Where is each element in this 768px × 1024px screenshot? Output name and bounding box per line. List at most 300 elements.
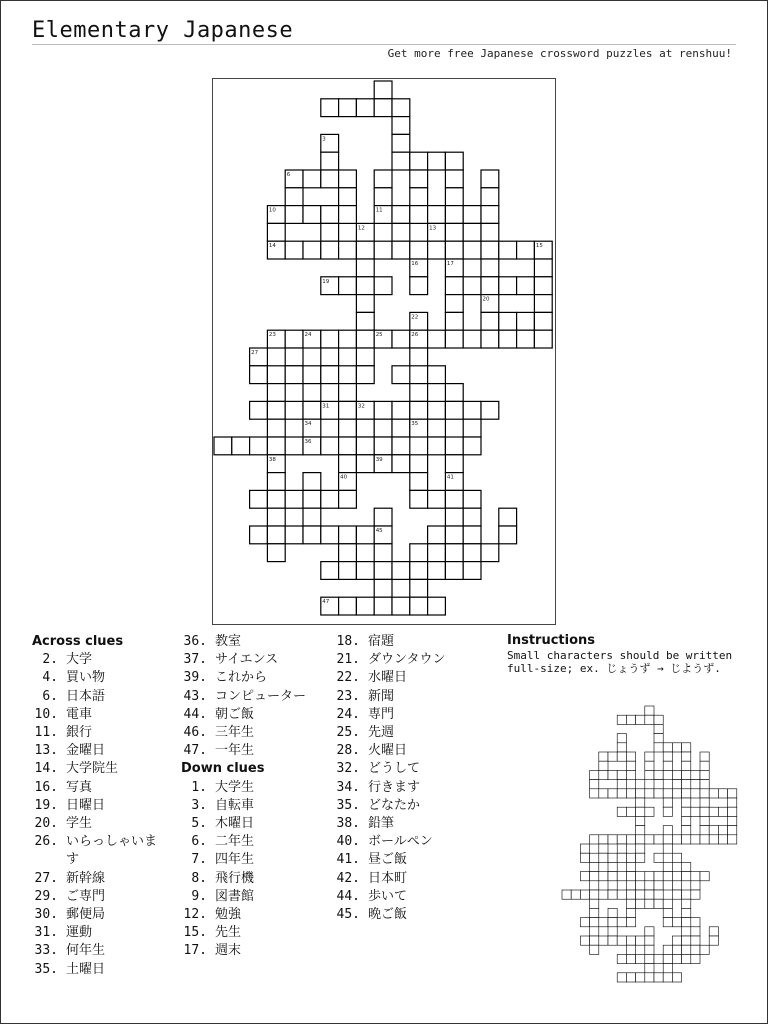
grid-cell[interactable] <box>374 241 392 259</box>
grid-cell[interactable] <box>499 526 517 544</box>
grid-cell[interactable] <box>428 241 446 259</box>
grid-cell[interactable] <box>250 437 268 455</box>
grid-cell <box>645 927 654 936</box>
grid-cell[interactable] <box>499 330 517 348</box>
clue-number: 7. <box>191 852 207 868</box>
grid-cell[interactable] <box>481 401 499 419</box>
grid-cell[interactable] <box>374 419 392 437</box>
grid-cell[interactable] <box>410 597 428 615</box>
grid-cell[interactable] <box>321 241 339 259</box>
grid-cell <box>617 715 626 724</box>
grid-cell[interactable] <box>445 455 463 473</box>
grid-cell[interactable] <box>463 526 481 544</box>
clue-item <box>32 961 182 979</box>
grid-cell[interactable] <box>463 419 481 437</box>
grid-cell[interactable] <box>445 330 463 348</box>
grid-cell[interactable] <box>356 277 374 295</box>
grid-cell[interactable] <box>321 99 339 117</box>
clue-number: 10. <box>34 706 58 722</box>
clue-number: 44. <box>336 888 360 904</box>
grid-cell[interactable] <box>285 206 303 224</box>
clue-text: 大学 <box>66 652 93 668</box>
grid-cell[interactable] <box>356 312 374 330</box>
grid-cell[interactable] <box>267 366 285 384</box>
grid-cell[interactable] <box>445 562 463 580</box>
grid-cell[interactable] <box>285 330 303 348</box>
grid-cell[interactable] <box>321 170 339 188</box>
grid-cell[interactable] <box>481 188 499 206</box>
grid-cell[interactable] <box>339 384 357 402</box>
grid-cell <box>718 807 727 816</box>
grid-cell[interactable] <box>481 312 499 330</box>
grid-cell[interactable] <box>392 223 410 241</box>
grid-cell[interactable] <box>321 330 339 348</box>
grid-cell[interactable] <box>339 366 357 384</box>
grid-cell[interactable] <box>321 366 339 384</box>
grid-cell[interactable] <box>374 277 392 295</box>
grid-cell[interactable] <box>356 366 374 384</box>
grid-cell[interactable] <box>463 330 481 348</box>
grid-cell[interactable] <box>534 259 552 277</box>
grid-cell[interactable] <box>534 330 552 348</box>
grid-cell[interactable] <box>303 170 321 188</box>
grid-cell[interactable] <box>356 348 374 366</box>
grid-cell[interactable] <box>392 597 410 615</box>
grid-cell[interactable] <box>374 562 392 580</box>
clue-text: 水曜日 <box>368 670 408 686</box>
grid-cell[interactable] <box>463 206 481 224</box>
grid-cell[interactable] <box>517 330 535 348</box>
grid-cell <box>663 881 672 890</box>
clue-text: 自転車 <box>215 797 255 813</box>
grid-cell[interactable] <box>392 117 410 135</box>
grid-cell <box>626 752 635 761</box>
grid-cell[interactable] <box>517 277 535 295</box>
grid-cell[interactable] <box>374 597 392 615</box>
grid-cell <box>617 743 626 752</box>
clue-number: 25. <box>336 725 360 741</box>
grid-cell[interactable] <box>374 579 392 597</box>
clue-number: 14. <box>34 761 58 777</box>
grid-cell[interactable] <box>321 562 339 580</box>
clue-number: 2. <box>42 652 58 668</box>
grid-cell[interactable] <box>339 419 357 437</box>
grid-cell[interactable] <box>303 366 321 384</box>
grid-cell[interactable] <box>339 99 357 117</box>
grid-cell[interactable] <box>303 241 321 259</box>
grid-cell[interactable] <box>374 544 392 562</box>
grid-cell <box>590 853 599 862</box>
grid-cell[interactable] <box>463 277 481 295</box>
grid-cell[interactable] <box>339 330 357 348</box>
grid-cell[interactable] <box>374 81 392 99</box>
grid-cell <box>636 890 645 899</box>
clue-text: 教室 <box>215 634 242 649</box>
grid-cell[interactable] <box>339 170 357 188</box>
grid-cell[interactable] <box>463 490 481 508</box>
grid-cell <box>608 770 617 779</box>
clue-number: 8. <box>191 870 207 886</box>
grid-cell[interactable] <box>356 455 374 473</box>
grid-cell[interactable] <box>410 348 428 366</box>
grid-cell[interactable] <box>285 366 303 384</box>
grid-cell[interactable] <box>481 241 499 259</box>
clue-number: 28. <box>336 743 360 759</box>
grid-cell <box>645 807 654 816</box>
grid-cell[interactable] <box>267 508 285 526</box>
grid-cell[interactable] <box>356 99 374 117</box>
grid-cell <box>626 973 635 982</box>
grid-cell[interactable] <box>445 508 463 526</box>
grid-cell <box>617 853 626 862</box>
grid-cell[interactable] <box>339 241 357 259</box>
down-clue-list-a <box>181 779 331 961</box>
grid-cell[interactable] <box>285 241 303 259</box>
grid-cell[interactable] <box>267 544 285 562</box>
grid-cell[interactable] <box>410 241 428 259</box>
grid-cell[interactable] <box>303 401 321 419</box>
grid-cell <box>599 890 608 899</box>
grid-cell[interactable] <box>428 544 446 562</box>
grid-cell[interactable] <box>445 206 463 224</box>
clue-number: 35. <box>336 797 360 813</box>
clue-item <box>32 706 182 724</box>
grid-cell[interactable] <box>339 437 357 455</box>
grid-cell[interactable] <box>356 419 374 437</box>
instructions-heading: Instructions <box>507 633 596 648</box>
clue-number: 12. <box>183 907 207 923</box>
grid-cell <box>663 770 672 779</box>
grid-cell <box>672 872 681 881</box>
grid-cell[interactable] <box>392 562 410 580</box>
grid-cell[interactable] <box>374 401 392 419</box>
grid-cell[interactable] <box>374 437 392 455</box>
grid-cell[interactable] <box>499 277 517 295</box>
clue-text: 土曜日 <box>66 961 106 977</box>
grid-cell <box>645 835 654 844</box>
grid-cell[interactable] <box>250 526 268 544</box>
grid-cell[interactable] <box>428 597 446 615</box>
grid-cell[interactable] <box>339 526 357 544</box>
clue-number: 1. <box>191 779 207 795</box>
grid-cell[interactable] <box>285 526 303 544</box>
clue-item <box>181 815 331 833</box>
grid-cell[interactable] <box>428 562 446 580</box>
clue-number: 27. <box>34 870 58 886</box>
grid-cell[interactable] <box>410 206 428 224</box>
grid-cell[interactable] <box>499 312 517 330</box>
grid-cell[interactable] <box>303 508 321 526</box>
grid-cell <box>709 789 718 798</box>
grid-cell[interactable] <box>356 526 374 544</box>
grid-cell[interactable] <box>392 366 410 384</box>
grid-cell[interactable] <box>339 490 357 508</box>
grid-cell <box>682 798 691 807</box>
grid-cell <box>682 927 691 936</box>
grid-cell <box>728 798 737 807</box>
clue-text: 大学院生 <box>66 761 119 777</box>
grid-cell[interactable] <box>410 455 428 473</box>
grid-cell[interactable] <box>534 277 552 295</box>
grid-cell <box>700 945 709 954</box>
grid-cell <box>654 890 663 899</box>
grid-cell[interactable] <box>517 241 535 259</box>
grid-cell <box>626 945 635 954</box>
clue-number: 37. <box>183 652 207 668</box>
grid-cell[interactable] <box>392 455 410 473</box>
grid-cell[interactable] <box>392 419 410 437</box>
grid-cell[interactable] <box>392 437 410 455</box>
grid-cell[interactable] <box>534 295 552 313</box>
clue-text: 何年生 <box>66 943 106 959</box>
grid-cell[interactable] <box>410 490 428 508</box>
grid-cell <box>599 936 608 945</box>
grid-cell[interactable] <box>428 206 446 224</box>
grid-cell <box>636 844 645 853</box>
grid-cell[interactable] <box>392 241 410 259</box>
grid-cell[interactable] <box>410 277 428 295</box>
grid-cell[interactable] <box>392 206 410 224</box>
grid-cell[interactable] <box>339 597 357 615</box>
grid-cell[interactable] <box>392 330 410 348</box>
grid-cell <box>718 826 727 835</box>
grid-cell[interactable] <box>321 490 339 508</box>
grid-cell[interactable] <box>410 544 428 562</box>
grid-cell[interactable] <box>214 437 232 455</box>
grid-cell <box>728 816 737 825</box>
grid-cell[interactable] <box>339 455 357 473</box>
grid-cell[interactable] <box>410 170 428 188</box>
clue-item <box>181 688 331 706</box>
grid-cell[interactable] <box>481 330 499 348</box>
grid-cell[interactable] <box>339 277 357 295</box>
grid-cell <box>580 918 589 927</box>
clue-number: 6. <box>191 834 207 850</box>
grid-cell <box>599 918 608 927</box>
grid-cell[interactable] <box>534 312 552 330</box>
grid-cell[interactable] <box>285 348 303 366</box>
grid-cell[interactable] <box>303 206 321 224</box>
grid-cell[interactable] <box>321 526 339 544</box>
grid-cell <box>700 780 709 789</box>
grid-cell <box>608 835 617 844</box>
grid-cell[interactable] <box>356 295 374 313</box>
grid-cell[interactable] <box>250 401 268 419</box>
grid-cell <box>663 807 672 816</box>
grid-cell[interactable] <box>374 508 392 526</box>
grid-cell[interactable] <box>481 206 499 224</box>
grid-cell <box>654 734 663 743</box>
grid-cell[interactable] <box>463 241 481 259</box>
grid-cell[interactable] <box>321 152 339 170</box>
grid-cell <box>626 872 635 881</box>
grid-cell[interactable] <box>267 473 285 491</box>
grid-cell[interactable] <box>339 544 357 562</box>
clue-item <box>181 924 331 942</box>
grid-cell[interactable] <box>321 206 339 224</box>
grid-cell[interactable] <box>267 437 285 455</box>
grid-cell <box>626 954 635 963</box>
grid-cell[interactable] <box>250 490 268 508</box>
grid-cell <box>728 789 737 798</box>
clue-item <box>32 779 182 797</box>
grid-cell[interactable] <box>445 490 463 508</box>
grid-cell <box>663 945 672 954</box>
grid-cell[interactable] <box>445 401 463 419</box>
grid-cell[interactable] <box>356 241 374 259</box>
grid-cell[interactable] <box>392 134 410 152</box>
grid-cell[interactable] <box>392 152 410 170</box>
grid-cell[interactable] <box>267 384 285 402</box>
grid-cell[interactable] <box>481 223 499 241</box>
grid-cell[interactable] <box>321 348 339 366</box>
grid-cell[interactable] <box>499 241 517 259</box>
grid-cell[interactable] <box>267 419 285 437</box>
grid-cell[interactable] <box>356 259 374 277</box>
grid-cell[interactable] <box>267 490 285 508</box>
grid-cell[interactable] <box>410 473 428 491</box>
grid-cell[interactable] <box>374 188 392 206</box>
grid-cell[interactable] <box>321 437 339 455</box>
clue-text: どうして <box>368 761 421 777</box>
grid-cell[interactable] <box>481 544 499 562</box>
grid-cell[interactable] <box>232 437 250 455</box>
clue-number-label: 11 <box>375 207 383 214</box>
grid-cell <box>590 890 599 899</box>
grid-cell[interactable] <box>428 330 446 348</box>
grid-cell <box>700 835 709 844</box>
grid-cell[interactable] <box>463 437 481 455</box>
grid-cell[interactable] <box>445 277 463 295</box>
grid-cell[interactable] <box>303 473 321 491</box>
grid-cell[interactable] <box>339 188 357 206</box>
grid-cell[interactable] <box>303 384 321 402</box>
grid-cell[interactable] <box>428 401 446 419</box>
grid-cell[interactable] <box>392 99 410 117</box>
clue-number: 3. <box>191 797 207 813</box>
clue-number: 46. <box>183 725 207 741</box>
clue-number: 45. <box>336 907 360 923</box>
grid-cell[interactable] <box>410 188 428 206</box>
grid-cell[interactable] <box>374 99 392 117</box>
grid-cell[interactable] <box>463 544 481 562</box>
grid-cell[interactable] <box>339 206 357 224</box>
grid-cell[interactable] <box>445 312 463 330</box>
grid-cell[interactable] <box>481 259 499 277</box>
grid-cell[interactable] <box>428 152 446 170</box>
crossword-grid-svg <box>213 79 555 624</box>
grid-cell[interactable] <box>356 437 374 455</box>
grid-cell[interactable] <box>356 330 374 348</box>
grid-cell[interactable] <box>356 562 374 580</box>
grid-cell <box>691 954 700 963</box>
grid-cell <box>636 715 645 724</box>
clue-item <box>181 706 331 724</box>
grid-cell <box>691 936 700 945</box>
grid-cell[interactable] <box>267 526 285 544</box>
grid-cell[interactable] <box>374 170 392 188</box>
grid-cell[interactable] <box>481 277 499 295</box>
clue-number: 42. <box>336 870 360 886</box>
grid-cell[interactable] <box>285 401 303 419</box>
grid-cell <box>617 936 626 945</box>
grid-cell[interactable] <box>410 384 428 402</box>
grid-cell[interactable] <box>463 223 481 241</box>
grid-cell[interactable] <box>445 152 463 170</box>
grid-cell[interactable] <box>445 437 463 455</box>
grid-cell[interactable] <box>463 401 481 419</box>
grid-cell[interactable] <box>428 526 446 544</box>
clue-item <box>181 797 331 815</box>
grid-cell[interactable] <box>339 562 357 580</box>
grid-cell <box>682 835 691 844</box>
grid-cell[interactable] <box>356 597 374 615</box>
grid-cell[interactable] <box>445 384 463 402</box>
grid-cell <box>682 872 691 881</box>
grid-cell[interactable] <box>339 401 357 419</box>
grid-cell[interactable] <box>463 508 481 526</box>
grid-cell[interactable] <box>445 170 463 188</box>
grid-cell[interactable] <box>445 188 463 206</box>
grid-cell[interactable] <box>463 562 481 580</box>
grid-cell <box>700 798 709 807</box>
clue-item <box>32 669 182 687</box>
grid-cell[interactable] <box>445 295 463 313</box>
grid-cell[interactable] <box>303 526 321 544</box>
grid-cell <box>608 936 617 945</box>
grid-cell[interactable] <box>481 170 499 188</box>
grid-cell[interactable] <box>499 508 517 526</box>
grid-cell[interactable] <box>392 401 410 419</box>
grid-cell[interactable] <box>428 437 446 455</box>
grid-cell[interactable] <box>445 223 463 241</box>
grid-cell[interactable] <box>285 188 303 206</box>
grid-cell[interactable] <box>303 490 321 508</box>
grid-cell[interactable] <box>410 152 428 170</box>
grid-cell <box>645 761 654 770</box>
grid-cell[interactable] <box>445 526 463 544</box>
grid-cell[interactable] <box>285 437 303 455</box>
grid-cell <box>626 853 635 862</box>
grid-cell[interactable] <box>445 544 463 562</box>
grid-cell[interactable] <box>267 223 285 241</box>
clue-text: 朝ご飯 <box>215 706 255 722</box>
grid-cell <box>590 881 599 890</box>
grid-cell[interactable] <box>285 490 303 508</box>
grid-cell[interactable] <box>445 241 463 259</box>
grid-cell[interactable] <box>428 490 446 508</box>
clue-item <box>181 942 331 960</box>
clue-number: 40. <box>336 834 360 850</box>
clue-number-label: 10 <box>268 207 276 214</box>
clue-text: 週末 <box>215 943 242 959</box>
grid-cell <box>682 936 691 945</box>
grid-cell[interactable] <box>517 312 535 330</box>
grid-cell[interactable] <box>250 366 268 384</box>
grid-cell[interactable] <box>428 419 446 437</box>
grid-cell[interactable] <box>267 401 285 419</box>
grid-cell[interactable] <box>321 223 339 241</box>
grid-cell <box>626 899 635 908</box>
grid-cell <box>626 881 635 890</box>
clue-number-label: 45 <box>375 528 383 534</box>
grid-cell <box>645 770 654 779</box>
grid-cell[interactable] <box>428 366 446 384</box>
grid-cell[interactable] <box>410 579 428 597</box>
clue-item <box>181 833 331 851</box>
grid-cell[interactable] <box>410 401 428 419</box>
grid-cell[interactable] <box>410 562 428 580</box>
